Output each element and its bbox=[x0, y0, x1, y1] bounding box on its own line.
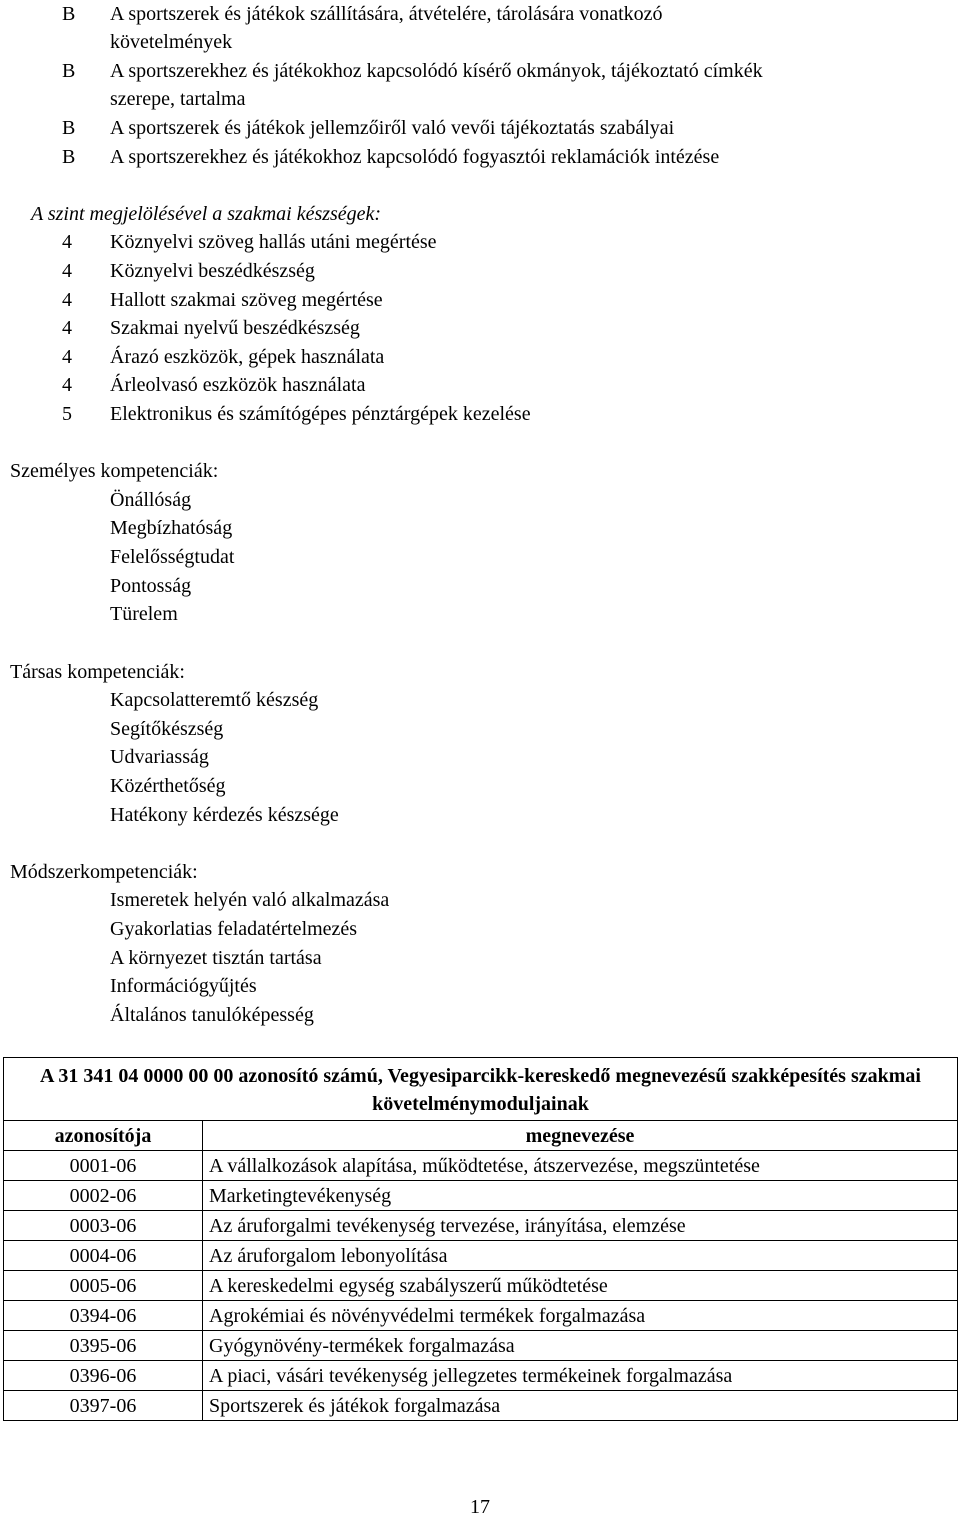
module-id: 0001-06 bbox=[4, 1151, 203, 1181]
table-row bbox=[4, 1241, 958, 1271]
table-row bbox=[4, 1271, 958, 1301]
table-title: A 31 341 04 0000 00 00 azonosító számú, Vegyesiparcikk-kereskedő megnevezésű szakképesítés szakmai követelménymoduljainak bbox=[4, 1058, 958, 1121]
method-heading: Módszerkompetenciák: bbox=[10, 861, 198, 883]
personal-item: Pontosság bbox=[110, 575, 192, 597]
method-item: Ismeretek helyén való alkalmazása bbox=[110, 889, 390, 911]
skill-text: Elektronikus és számítógépes pénztárgépek kezelése bbox=[110, 403, 531, 425]
module-name: Az áruforgalmi tevékenység tervezése, irányítása, elemzése bbox=[203, 1211, 958, 1241]
skill-text: Árazó eszközök, gépek használata bbox=[110, 346, 385, 368]
table-row bbox=[4, 1391, 958, 1421]
table-row bbox=[4, 1331, 958, 1361]
module-id: 0002-06 bbox=[4, 1181, 203, 1211]
personal-item: Felelősségtudat bbox=[110, 546, 235, 568]
social-item: Segítőkészség bbox=[110, 718, 224, 740]
social-item: Közérthetőség bbox=[110, 775, 226, 797]
b-item-code: B bbox=[62, 117, 76, 139]
table-row bbox=[4, 1301, 958, 1331]
b-item-code: B bbox=[62, 60, 76, 82]
module-name: Sportszerek és játékok forgalmazása bbox=[203, 1391, 958, 1421]
skill-level: 4 bbox=[62, 317, 72, 339]
module-table bbox=[3, 1057, 958, 1421]
skill-text: Köznyelvi szöveg hallás utáni megértése bbox=[110, 231, 437, 253]
skill-text: Árleolvasó eszközök használata bbox=[110, 374, 366, 396]
b-item-text: A sportszerekhez és játékokhoz kapcsolódó fogyasztói reklamációk intézése bbox=[110, 146, 720, 168]
social-item: Hatékony kérdezés készsége bbox=[110, 804, 339, 826]
b-item-text: A sportszerekhez és játékokhoz kapcsolódó kísérő okmányok, tájékoztató címkék bbox=[110, 60, 763, 82]
social-item: Udvariasság bbox=[110, 746, 209, 768]
module-name: Az áruforgalom lebonyolítása bbox=[203, 1241, 958, 1271]
table-row bbox=[4, 1361, 958, 1391]
personal-heading: Személyes kompetenciák: bbox=[10, 460, 219, 482]
social-item: Kapcsolatteremtő készség bbox=[110, 689, 319, 711]
b-item-text: A sportszerek és játékok szállítására, átvételére, tárolására vonatkozó bbox=[110, 3, 663, 25]
module-name: A piaci, vásári tevékenység jellegzetes termékeinek forgalmazása bbox=[203, 1361, 958, 1391]
b-item-text: szerepe, tartalma bbox=[110, 88, 246, 110]
skill-level: 4 bbox=[62, 346, 72, 368]
skill-level: 4 bbox=[62, 374, 72, 396]
b-item-code: B bbox=[62, 3, 76, 25]
skill-level: 4 bbox=[62, 260, 72, 282]
skill-text: Hallott szakmai szöveg megértése bbox=[110, 289, 383, 311]
skill-level: 4 bbox=[62, 231, 72, 253]
social-heading: Társas kompetenciák: bbox=[10, 661, 185, 683]
skill-text: Szakmai nyelvű beszédkészség bbox=[110, 317, 360, 339]
column-header-name: megnevezése bbox=[203, 1121, 958, 1151]
table-title-row bbox=[4, 1058, 958, 1121]
module-id: 0004-06 bbox=[4, 1241, 203, 1271]
module-name: Gyógynövény-termékek forgalmazása bbox=[203, 1331, 958, 1361]
skill-level: 4 bbox=[62, 289, 72, 311]
personal-item: Megbízhatóság bbox=[110, 517, 233, 539]
skill-level: 5 bbox=[62, 403, 72, 425]
module-id: 0396-06 bbox=[4, 1361, 203, 1391]
module-id: 0003-06 bbox=[4, 1211, 203, 1241]
module-name: A vállalkozások alapítása, működtetése, átszervezése, megszüntetése bbox=[203, 1151, 958, 1181]
page-number: 17 bbox=[470, 1496, 490, 1518]
table-header-row bbox=[4, 1121, 958, 1151]
skill-text: Köznyelvi beszédkészség bbox=[110, 260, 315, 282]
b-item-code: B bbox=[62, 146, 76, 168]
method-item: Információgyűjtés bbox=[110, 975, 257, 997]
personal-item: Türelem bbox=[110, 603, 178, 625]
column-header-id: azonosítója bbox=[4, 1121, 203, 1151]
method-item: A környezet tisztán tartása bbox=[110, 947, 322, 969]
method-item: Általános tanulóképesség bbox=[110, 1004, 314, 1026]
module-name: A kereskedelmi egység szabályszerű működtetése bbox=[203, 1271, 958, 1301]
table-row bbox=[4, 1211, 958, 1241]
personal-item: Önállóság bbox=[110, 489, 192, 511]
table-row bbox=[4, 1151, 958, 1181]
method-item: Gyakorlatias feladatértelmezés bbox=[110, 918, 358, 940]
module-id: 0395-06 bbox=[4, 1331, 203, 1361]
module-name: Agrokémiai és növényvédelmi termékek forgalmazása bbox=[203, 1301, 958, 1331]
module-id: 0394-06 bbox=[4, 1301, 203, 1331]
b-item-text: A sportszerek és játékok jellemzőiről való vevői tájékoztatás szabályai bbox=[110, 117, 675, 139]
module-id: 0397-06 bbox=[4, 1391, 203, 1421]
module-name: Marketingtevékenység bbox=[203, 1181, 958, 1211]
skills-heading: A szint megjelölésével a szakmai készségek: bbox=[31, 203, 382, 225]
b-item-text: követelmények bbox=[110, 31, 233, 53]
module-id: 0005-06 bbox=[4, 1271, 203, 1301]
table-row bbox=[4, 1181, 958, 1211]
